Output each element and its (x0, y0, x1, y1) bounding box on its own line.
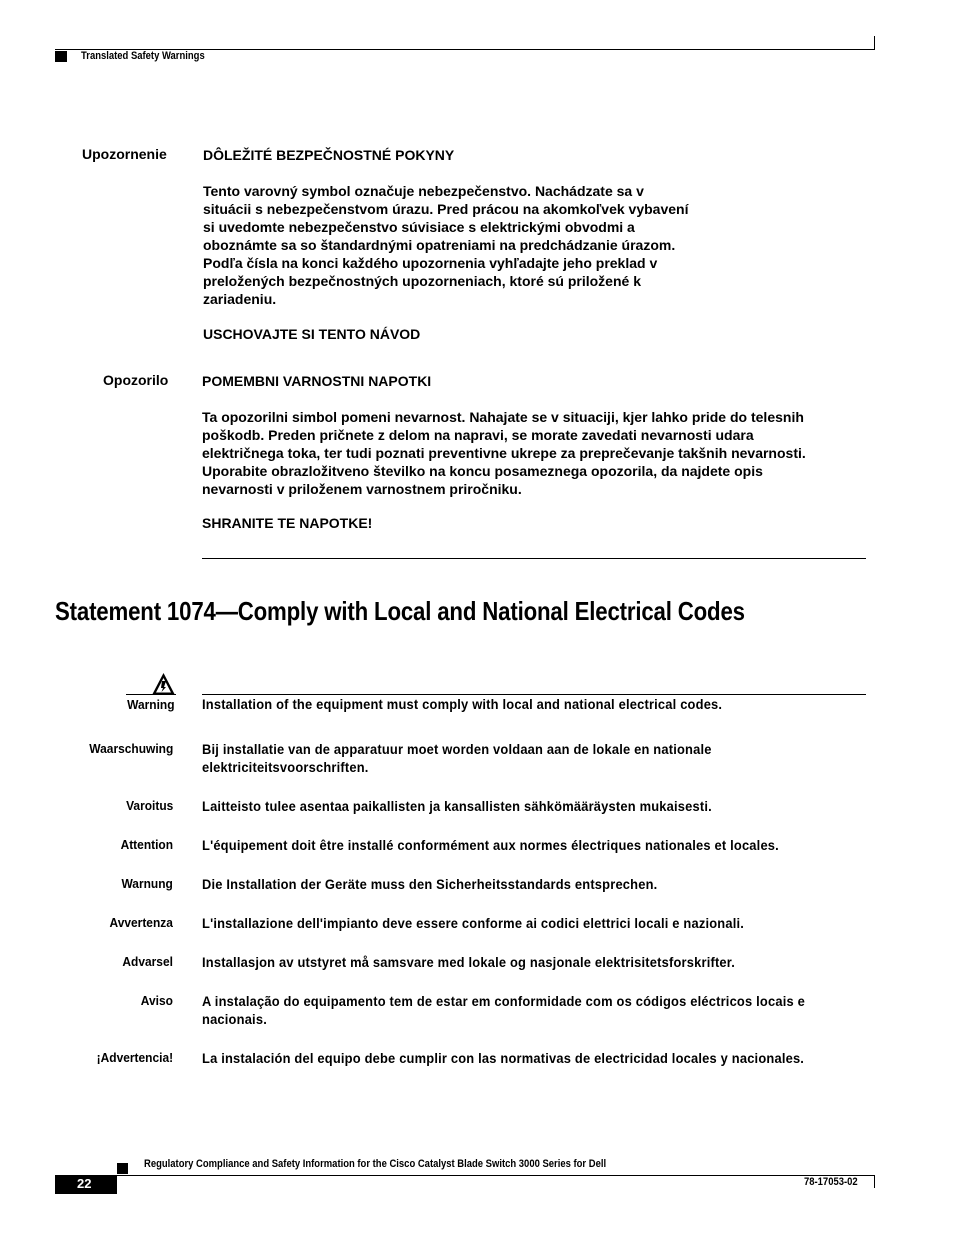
warning-title-slovenian: POMEMBNI VARNOSTNI NAPOTKI (202, 373, 432, 389)
warning-text-es (202, 1050, 804, 1068)
footer-doc-title: Regulatory Compliance and Safety Information for the Cisco Catalyst Blade Switch 3000 Series for Dell (144, 1158, 607, 1170)
warning-text-no (202, 954, 735, 972)
header-marker (55, 51, 67, 62)
section-divider (202, 558, 866, 559)
warning-footer-slovak: USCHOVAJTE SI TENTO NÁVOD (203, 326, 421, 342)
text-line: L'équipement doit être installé conformément aux normes électriques nationales et locales. (202, 838, 779, 853)
section-title: Translated Safety Warnings (81, 50, 205, 62)
warning-text-nl (202, 741, 712, 777)
doc-number: 78-17053-02 (804, 1176, 858, 1188)
header-tick (874, 36, 875, 50)
warning-label-rule (126, 694, 176, 695)
warning-label-nl: Waarschuwing (89, 741, 173, 756)
text-line: elektriciteitsvoorschriften. (202, 760, 369, 775)
body-line: nevarnosti v priloženem varnostnem priročniku. (202, 481, 522, 497)
body-line: oboznámte sa so štandardnými opatreniami na predchádzanie úrazom. (203, 237, 676, 253)
text-line: Installation of the equipment must comply with local and national electrical codes. (202, 697, 723, 712)
body-line: si uvedomte nebezpečenstvo súvisiace s elektrickými obvodmi a (203, 219, 635, 235)
text-line: A instalação do equipamento tem de estar em conformidade com os códigos eléctricos locais e (202, 994, 805, 1009)
lang-label-slovak: Upozornenie (82, 146, 167, 162)
warning-label-es: ¡Advertencia! (96, 1050, 173, 1065)
body-line: zariadeniu. (203, 291, 277, 307)
text-line: Laitteisto tulee asentaa paikallisten ja kansallisten sähkömääräysten mukaisesti. (202, 799, 712, 814)
warning-text-en (202, 696, 722, 714)
warning-label-it: Avvertenza (109, 915, 173, 930)
warning-label-fr: Attention (120, 837, 173, 852)
lang-label-slovenian: Opozorilo (103, 372, 169, 388)
warning-text-de (202, 876, 657, 894)
body-line: situácii s nebezpečenstvom úrazu. Pred prácou na akomkoľvek vybavení (203, 201, 689, 217)
warning-text-it (202, 915, 744, 933)
body-line: električnega toka, ter tudi poznati preventivne ukrepe za preprečevanje takšnih nevarnosti. (202, 445, 806, 461)
warning-text-pt (202, 993, 805, 1029)
warning-body-slovenian (202, 408, 806, 498)
warning-label-pt: Aviso (140, 993, 173, 1008)
warning-text-fr (202, 837, 779, 855)
warning-label-en: Warning (127, 697, 175, 712)
body-line: Ta opozorilni simbol pomeni nevarnost. Nahajate se v situaciji, kjer lahko pride do telesnih (202, 409, 804, 425)
body-line: Podľa čísla na konci každého upozornenia vyhľadajte jeho preklad v (203, 255, 658, 271)
statement-title: Statement 1074—Comply with Local and National Electrical Codes (55, 596, 745, 626)
body-line: poškodb. Preden pričnete z delom na napravi, se morate zavedati nevarnosti udara (202, 427, 754, 443)
warning-label-de: Warnung (121, 876, 173, 891)
footer-marker (117, 1163, 128, 1174)
page-number-box (55, 1175, 117, 1194)
warning-label-no: Advarsel (122, 954, 173, 969)
body-line: preložených bezpečnostných upozorneniach, ktoré sú priložené k (203, 273, 641, 289)
warning-text-rule (202, 694, 866, 695)
warning-body-slovak (203, 182, 688, 308)
text-line: L'installazione dell'impianto deve essere conforme ai codici elettrici locali e nazionali. (202, 916, 745, 931)
warning-footer-slovenian: SHRANITE TE NAPOTKE! (202, 515, 373, 531)
text-line: Bij installatie van de apparatuur moet worden voldaan aan de lokale en nationale (202, 742, 712, 757)
footer-tick (874, 1176, 875, 1188)
text-line: Installasjon av utstyret må samsvare med lokale og nasjonale elektrisitetsforskrifter. (202, 955, 736, 970)
footer-rule (117, 1175, 875, 1176)
warning-text-fi (202, 798, 712, 816)
warning-label-fi: Varoitus (125, 798, 173, 813)
page-number: 22 (77, 1176, 92, 1191)
body-line: Tento varovný symbol označuje nebezpečenstvo. Nachádzate sa v (203, 183, 644, 199)
warning-triangle-icon (151, 672, 176, 696)
body-line: Uporabite obrazložitveno številko na koncu posameznega opozorila, da najdete opis (202, 463, 763, 479)
text-line: nacionais. (202, 1012, 267, 1027)
text-line: La instalación del equipo debe cumplir con las normativas de electricidad locales y nacionales. (202, 1051, 805, 1066)
text-line: Die Installation der Geräte muss den Sicherheitsstandards entsprechen. (202, 877, 658, 892)
warning-title-slovak: DÔLEŽITÉ BEZPEČNOSTNÉ POKYNY (203, 147, 455, 163)
